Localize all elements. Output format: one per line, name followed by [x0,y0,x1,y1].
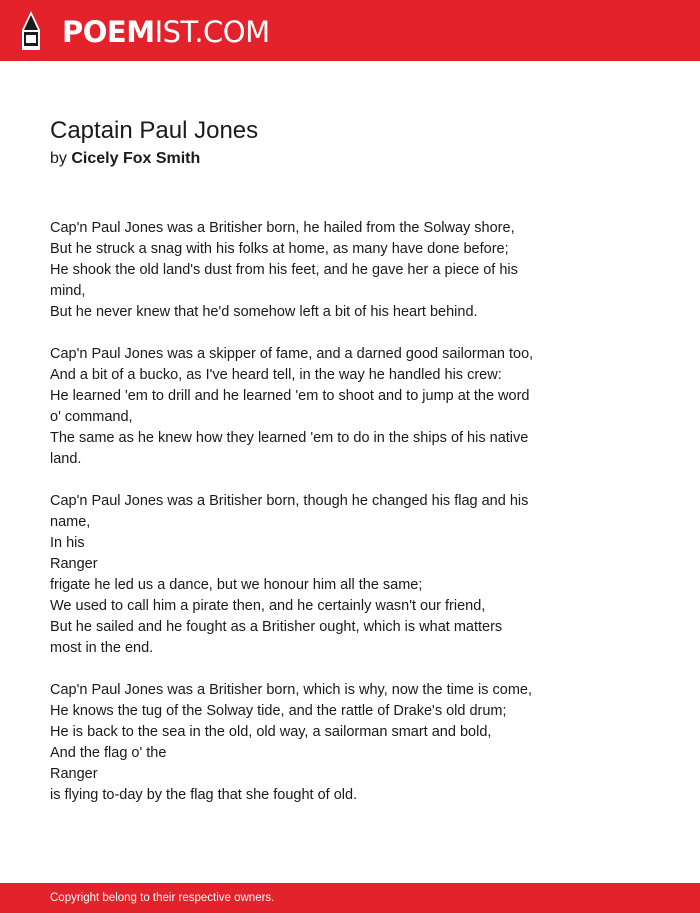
site-footer [0,883,700,913]
stanza-1 [50,218,590,323]
poem-line: He knows the tug of the Solway tide, and the rattle of Drake's old drum; [50,703,507,719]
by-label: by [50,150,67,167]
poem-line: We used to call him a pirate then, and he certainly wasn't our friend, [50,598,486,614]
poem-title: Captain Paul Jones [50,117,259,144]
site-brand-link[interactable] [62,12,270,52]
poem-line: He learned 'em to drill and he learned 'em to shoot and to jump at the word [50,388,530,404]
poem-line: In his [50,535,85,551]
author-name: Cicely Fox Smith [71,150,201,167]
copyright-notice: Copyright belong to their respective owners. [50,892,275,904]
poem-line: Cap'n Paul Jones was a skipper of fame, and a darned good sailorman too, [50,346,534,362]
poem-line: frigate he led us a dance, but we honour him all the same; [50,577,423,593]
poem-line: And the flag o' the [50,745,167,761]
poem-line: But he struck a snag with his folks at home, as many have done before; [50,241,509,257]
byline [50,148,200,170]
poem-line: Cap'n Paul Jones was a Britisher born, though he changed his flag and his [50,493,529,509]
stanza-3 [50,491,590,659]
poem-line: Ranger [50,766,98,782]
poem-line: But he sailed and he fought as a Britisher ought, which is what matters [50,619,503,635]
poem-line: o' command, [50,409,133,425]
poem-line: is flying to-day by the flag that she fought of old. [50,787,358,803]
poem-line: mind, [50,283,86,299]
pencil-tip-icon[interactable] [18,10,44,52]
poem-line: And a bit of a bucko, as I've heard tell, in the way he handled his crew: [50,367,502,383]
brand-light-text: IST.COM [154,15,270,49]
poem-line: The same as he knew how they learned 'em to do in the ships of his native [50,430,529,446]
poem-line: He shook the old land's dust from his feet, and he gave her a piece of his [50,262,518,278]
poem-line: Ranger [50,556,98,572]
site-header [0,0,700,61]
poem-body [50,218,590,827]
brand-bold-text: POEM [62,15,155,49]
poem-line: most in the end. [50,640,154,656]
poem-line: land. [50,451,82,467]
poem-line: name, [50,514,91,530]
stanza-4 [50,680,590,806]
poem-line: But he never knew that he'd somehow left a bit of his heart behind. [50,304,478,320]
poem-line: He is back to the sea in the old, old way, a sailorman smart and bold, [50,724,492,740]
stanza-2 [50,344,590,470]
poem-line: Cap'n Paul Jones was a Britisher born, he hailed from the Solway shore, [50,220,515,236]
poem-line: Cap'n Paul Jones was a Britisher born, which is why, now the time is come, [50,682,533,698]
